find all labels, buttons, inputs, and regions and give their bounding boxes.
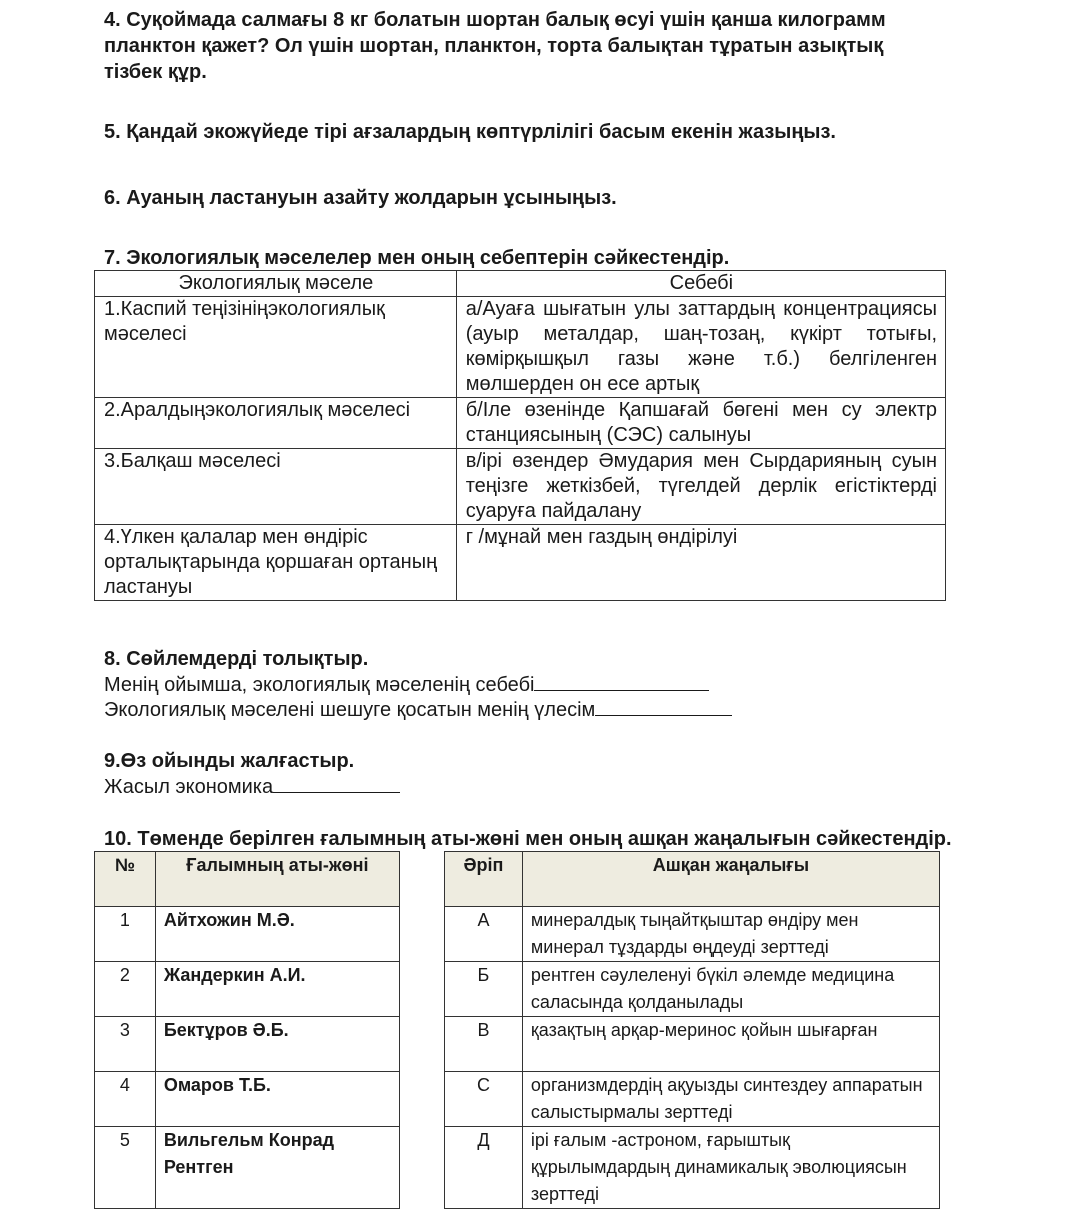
cause-cell: г /мұнай мен газдың өндірілуі <box>456 525 945 601</box>
discovery-text: организмдердің ақуызды синтездеу аппаратын салыстырмалы зерттеді <box>522 1072 939 1127</box>
row-number: 5 <box>95 1127 156 1209</box>
sentence-1-text: Менің ойымша, экологиялық мәселенің себебі <box>104 674 535 696</box>
table-row <box>95 907 400 962</box>
problem-cell: 2.Аралдыңэкологиялық мәселесі <box>95 398 457 449</box>
table-row <box>445 962 940 1017</box>
cause-cell: а/Ауаға шығатын улы заттардың концентрациясы (ауыр металдар, шаң-тозаң, күкірт тотығы, көмірқышқыл газы және т.б.) белгіленген мөлшерден он есе артық <box>456 297 945 398</box>
discoveries-table <box>444 851 940 1209</box>
scientist-name: Омаров Т.Б. <box>155 1072 399 1127</box>
column-header-problem: Экологиялық мәселе <box>95 271 457 297</box>
question-9-sentence <box>104 774 400 800</box>
question-6: 6. Ауаның ластануын азайту жолдарын ұсыныңыз. <box>104 187 617 209</box>
table-row <box>445 1017 940 1072</box>
question-9-title: 9.Өз ойынды жалғастыр. <box>104 750 355 772</box>
table-row <box>95 1017 400 1072</box>
question-5: 5. Қандай экожүйеде тірі ағзалардың көптүрлілігі басым екенін жазыңыз. <box>104 121 836 143</box>
scientists-table <box>94 851 400 1209</box>
problem-cell: 4.Үлкен қалалар мен өндіріс орталықтарында қоршаған ортаның ластануы <box>95 525 457 601</box>
cause-cell: б/Іле өзенінде Қапшағай бөгені мен су электр станциясының (СЭС) салынуы <box>456 398 945 449</box>
table-row <box>95 398 946 449</box>
column-header-letter: Әріп <box>445 852 523 907</box>
discovery-letter: В <box>445 1017 523 1072</box>
question-10-title: 10. Төменде берілген ғалымның аты-жөні мен оның ашқан жаңалығын сәйкестендір. <box>104 828 952 850</box>
answer-blank-1[interactable] <box>534 672 709 691</box>
table-row <box>95 962 400 1017</box>
table-row <box>445 1072 940 1127</box>
scientist-name: Бектұров Ә.Б. <box>155 1017 399 1072</box>
row-number: 4 <box>95 1072 156 1127</box>
question-9-text: Жасыл экономика <box>104 776 274 798</box>
question-4-line-2: планктон қажет? Ол үшін шортан, планктон, торта балықтан тұратын азықтық <box>104 35 884 57</box>
table-row <box>95 449 946 525</box>
sentence-2-text: Экологиялық мәселені шешуге қосатын менің үлесім <box>104 699 596 721</box>
discovery-text: минералдық тыңайтқыштар өндіру мен минерал тұздарды өңдеуді зерттеді <box>522 907 939 962</box>
discovery-text: рентген сәулеленуі бүкіл әлемде медицина саласында қолданылады <box>522 962 939 1017</box>
discovery-letter: Б <box>445 962 523 1017</box>
cause-cell: в/ірі өзендер Әмудария мен Сырдарияның суын теңізге жеткізбей, түгелдей дерлік егістіктерді суаруға пайдалану <box>456 449 945 525</box>
table-header-row <box>95 852 400 907</box>
question-8-title: 8. Сөйлемдерді толықтыр. <box>104 648 369 670</box>
problem-cell: 1.Каспий теңізініңэкологиялық мәселесі <box>95 297 457 398</box>
discovery-letter: С <box>445 1072 523 1127</box>
table-row <box>95 1072 400 1127</box>
column-header-cause: Себебі <box>456 271 945 297</box>
column-header-number: № <box>95 852 156 907</box>
scientist-name: Вильгельм Конрад Рентген <box>155 1127 399 1209</box>
question-8-sentence-2 <box>104 697 732 723</box>
question-4-line-1: 4. Суқоймада салмағы 8 кг болатын шортан балық өсуі үшін қанша килограмм <box>104 9 886 31</box>
table-header-row <box>445 852 940 907</box>
discovery-letter: Д <box>445 1127 523 1209</box>
table-row <box>95 1127 400 1209</box>
question-4 <box>104 7 886 85</box>
discovery-text: қазақтың арқар-меринос қойын шығарған <box>522 1017 939 1072</box>
table-header-row <box>95 271 946 297</box>
discovery-letter: А <box>445 907 523 962</box>
problem-cell: 3.Балқаш мәселесі <box>95 449 457 525</box>
row-number: 2 <box>95 962 156 1017</box>
question-7-title: 7. Экологиялық мәселелер мен оның себептерін сәйкестендір. <box>104 247 730 269</box>
table-row <box>445 1127 940 1209</box>
ecology-matching-table <box>94 270 946 601</box>
row-number: 1 <box>95 907 156 962</box>
scientist-name: Жандеркин А.И. <box>155 962 399 1017</box>
table-row <box>445 907 940 962</box>
question-8-sentence-1 <box>104 672 709 698</box>
column-header-discovery: Ашқан жаңалығы <box>522 852 939 907</box>
question-4-line-3: тізбек құр. <box>104 61 207 83</box>
discovery-text: ірі ғалым -астроном, ғарыштық құрылымдардың динамикалық эволюциясын зерттеді <box>522 1127 939 1209</box>
row-number: 3 <box>95 1017 156 1072</box>
table-row <box>95 297 946 398</box>
answer-blank-2[interactable] <box>595 697 732 716</box>
table-row <box>95 525 946 601</box>
column-header-scientist: Ғалымның аты-жөні <box>155 852 399 907</box>
answer-blank-3[interactable] <box>273 774 400 793</box>
scientist-name: Айтхожин М.Ә. <box>155 907 399 962</box>
